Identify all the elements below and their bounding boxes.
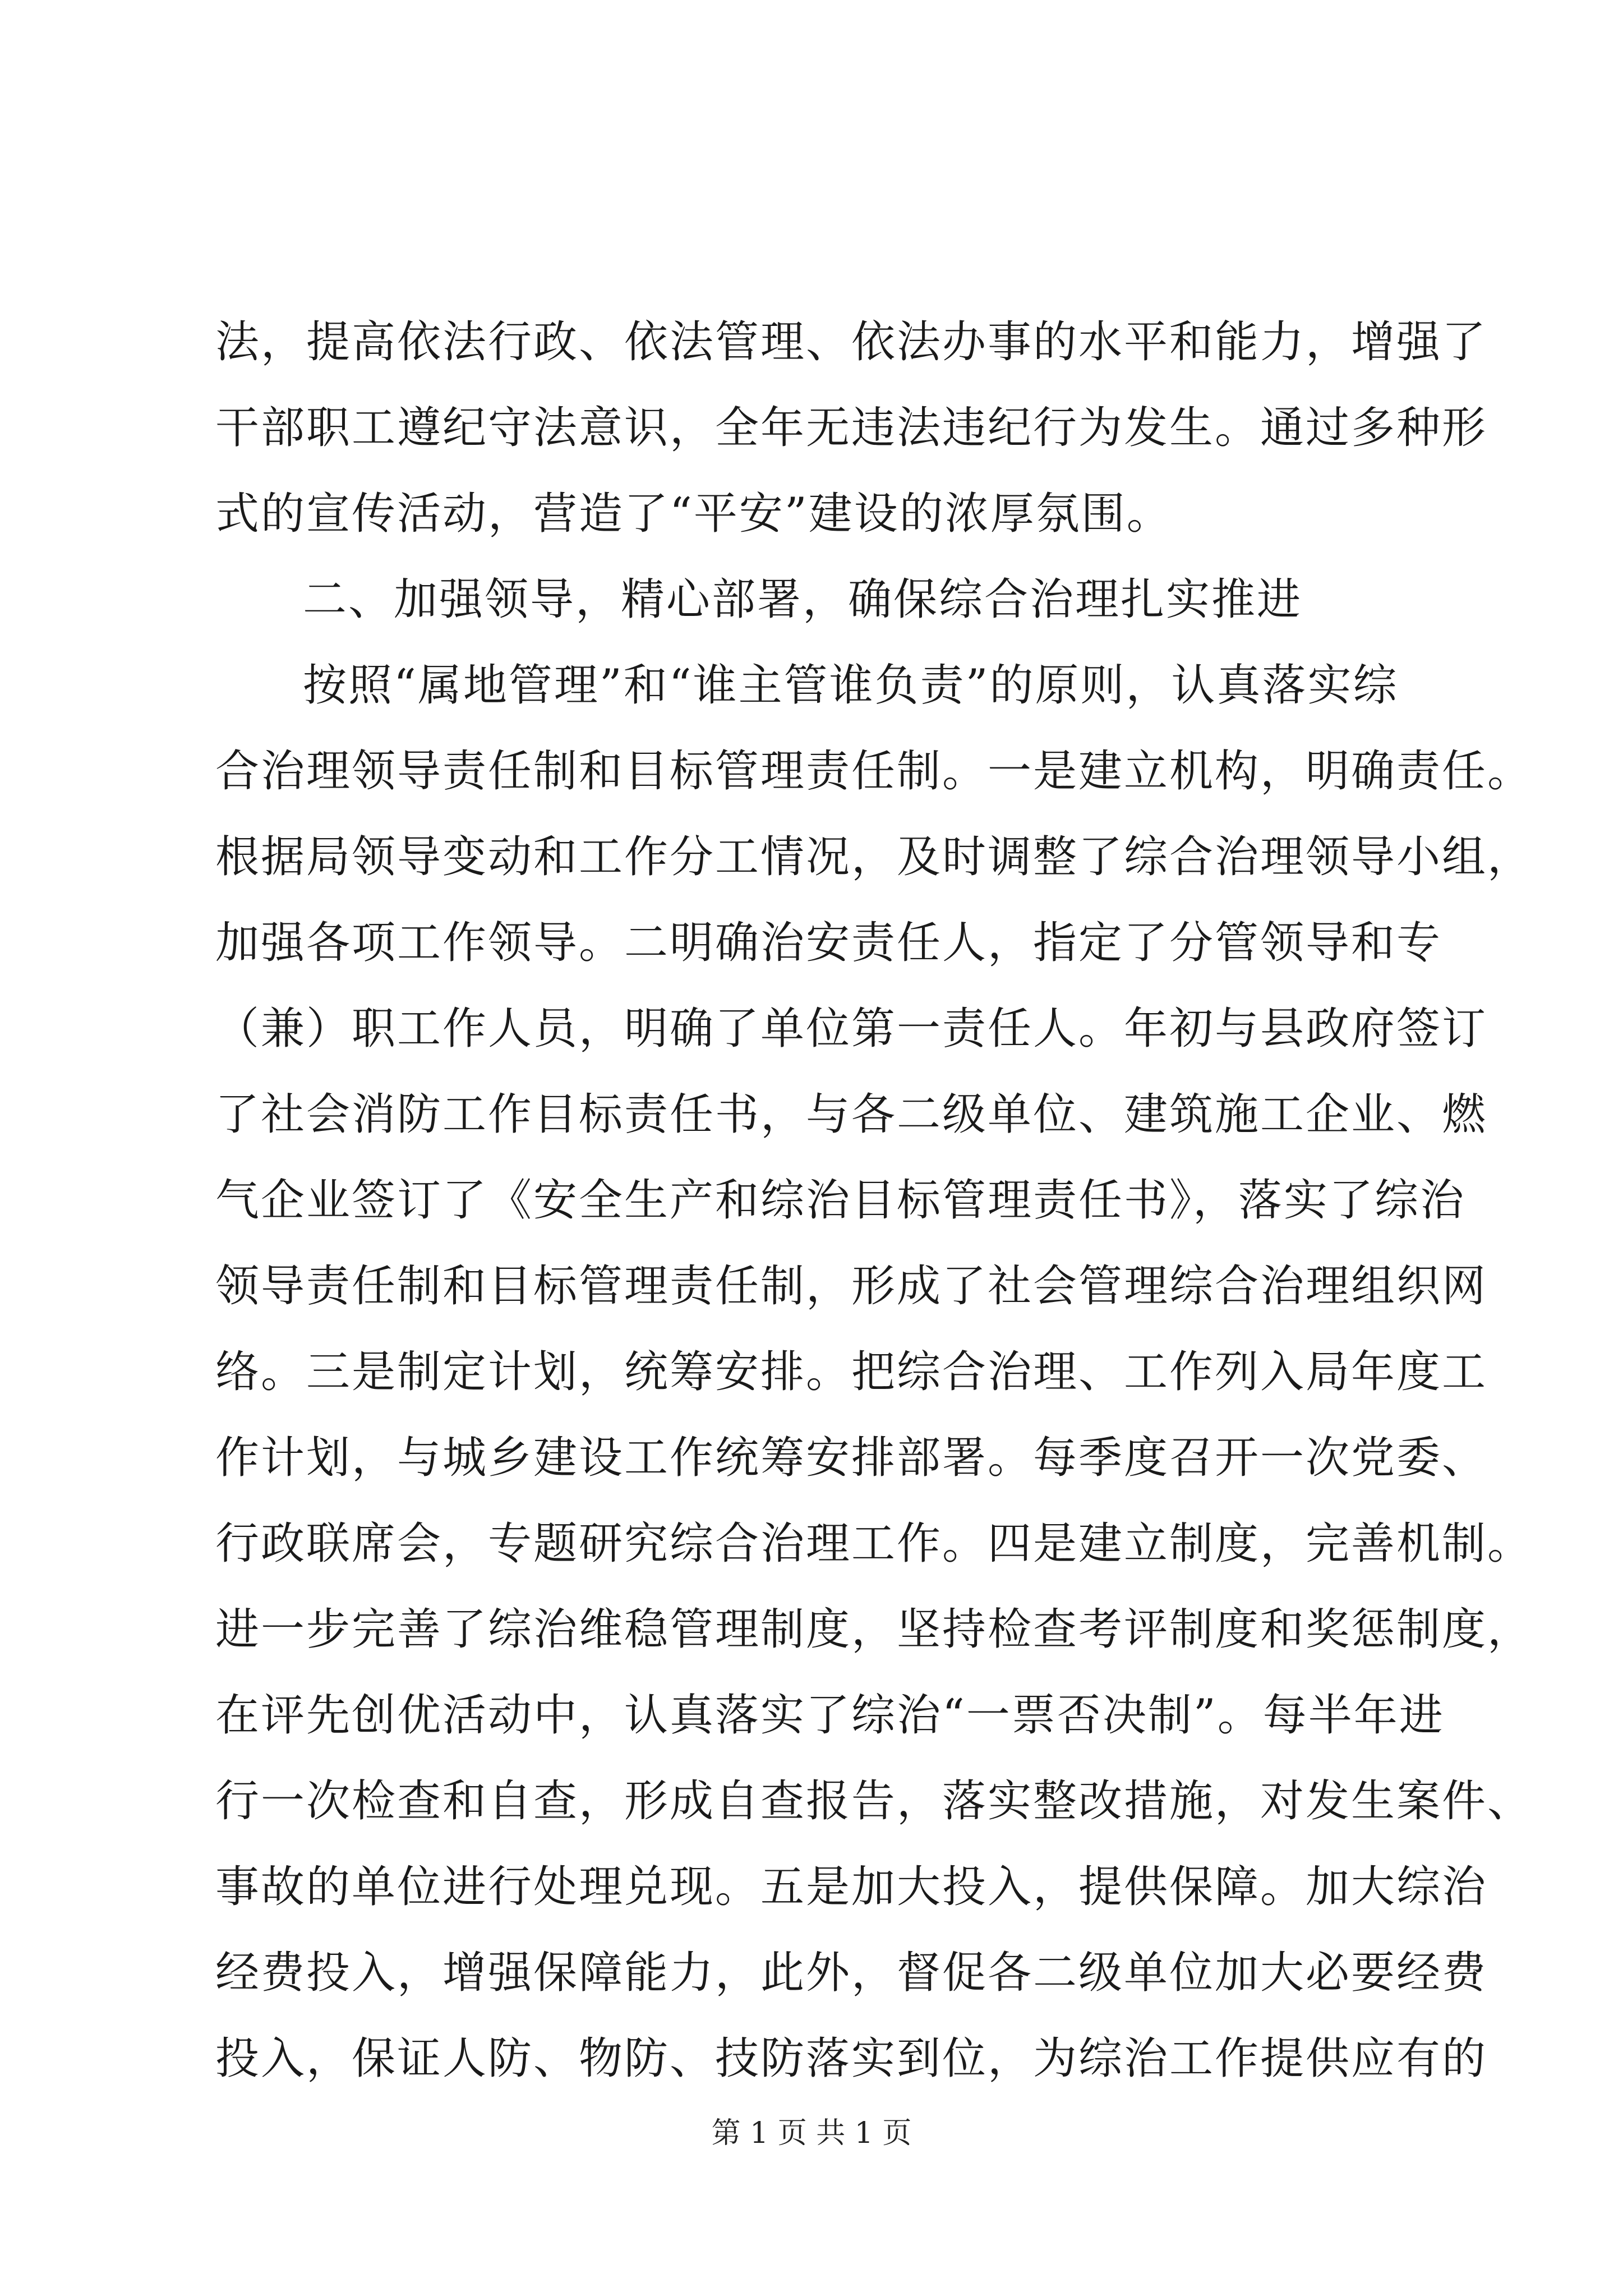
body-line: 法，提高依法行政、依法管理、依法办事的水平和能力，增强了 (215, 317, 1488, 367)
body-line: 在评先创优活动中，认真落实了综治“一票否决制”。每半年进 (215, 1690, 1445, 1741)
body-line: 进一步完善了综治维稳管理制度，坚持检查考评制度和奖惩制度， (215, 1604, 1533, 1655)
body-line: 了社会消防工作目标责任书，与各二级单位、建筑施工企业、燃 (215, 1089, 1488, 1140)
body-line: 气企业签订了《安全生产和综治目标管理责任书》，落实了综治 (215, 1175, 1466, 1226)
body-line: 投入，保证人防、物防、技防落实到位，为综治工作提供应有的 (215, 2033, 1488, 2084)
body-line: 行一次检查和自查，形成自查报告，落实整改措施，对发生案件、 (215, 1776, 1533, 1826)
body-line: 经费投入，增强保障能力，此外，督促各二级单位加大必要经费 (215, 1948, 1488, 1998)
body-line: 作计划，与城乡建设工作统筹安排部署。每季度召开一次党委、 (215, 1433, 1488, 1483)
body-line: 络。三是制定计划，统筹安排。把综合治理、工作列入局年度工 (215, 1347, 1488, 1397)
body-line: （兼）职工作人员，明确了单位第一责任人。年初与县政府签订 (215, 1004, 1488, 1054)
body-line: 领导责任制和目标管理责任制，形成了社会管理综合治理组织网 (215, 1261, 1488, 1312)
body-line: 按照“属地管理”和“谁主管谁负责”的原则，认真落实综 (303, 660, 1399, 711)
body-line: 合治理领导责任制和目标管理责任制。一是建立机构，明确责任。 (215, 746, 1533, 797)
page-footer: 第 1 页 共 1 页 (711, 2116, 912, 2150)
body-line: 行政联席会，专题研究综合治理工作。四是建立制度，完善机制。 (215, 1519, 1533, 1569)
body-line: 事故的单位进行处理兑现。五是加大投入，提供保障。加大综治 (215, 1862, 1488, 1912)
body-line: 根据局领导变动和工作分工情况，及时调整了综合治理领导小组， (215, 832, 1533, 882)
body-line: 式的宣传活动，营造了“平安”建设的浓厚氛围。 (215, 489, 1172, 539)
body-line: 干部职工遵纪守法意识，全年无违法违纪行为发生。通过多种形 (215, 403, 1488, 453)
body-line: 加强各项工作领导。二明确治安责任人，指定了分管领导和专 (215, 918, 1442, 968)
section-heading: 二、加强领导，精心部署，确保综合治理扎实推进 (303, 574, 1303, 625)
